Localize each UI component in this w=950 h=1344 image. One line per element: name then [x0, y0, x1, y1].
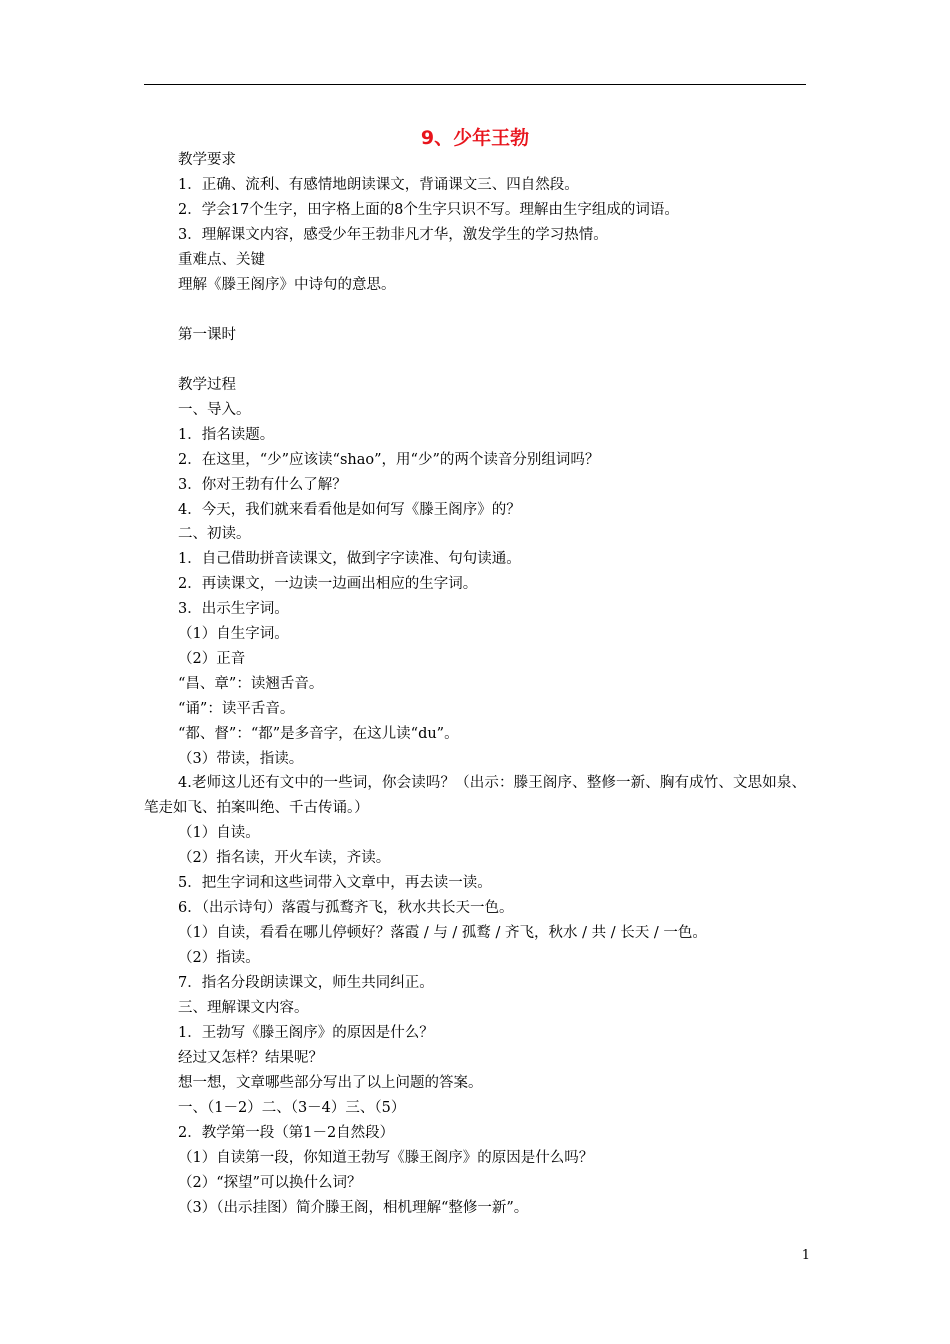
- process-line: 想一想，文章哪些部分写出了以上问题的答案。: [178, 1075, 483, 1091]
- process-line: （2）“探望”可以换什么词？: [178, 1175, 362, 1191]
- page-number: 1: [801, 1248, 810, 1263]
- key-points-heading: 重难点、关键: [178, 252, 265, 268]
- process-line: 3．你对王勃有什么了解？: [178, 477, 347, 493]
- process-line: 1．指名读题。: [178, 427, 275, 443]
- process-line: 二、初读。: [178, 526, 251, 542]
- process-line: 2．再读课文，一边读一边画出相应的生字词。: [178, 576, 478, 592]
- process-line: （2）指读。: [178, 950, 260, 966]
- process-line: 4．今天，我们就来看看他是如何写《滕王阁序》的？: [178, 502, 521, 518]
- document-title: 9、少年王勃: [420, 127, 530, 149]
- process-line: 3．出示生字词。: [178, 601, 289, 617]
- requirement-item: 2．学会17个生字，田字格上面的8个生字只识不写。理解由生字组成的词语。: [178, 202, 679, 218]
- process-line: 三、理解课文内容。: [178, 1000, 309, 1016]
- requirements-heading: 教学要求: [178, 152, 236, 168]
- process-line: （3）（出示挂图）简介滕王阁，相机理解“整修一新”。: [178, 1200, 529, 1216]
- lesson-heading: 第一课时: [178, 327, 236, 343]
- process-heading: 教学过程: [178, 377, 236, 393]
- requirement-item: 3．理解课文内容，感受少年王勃非凡才华，激发学生的学习热情。: [178, 227, 608, 243]
- process-line: 1．王勃写《滕王阁序》的原因是什么？: [178, 1025, 434, 1041]
- process-line: （3）带读，指读。: [178, 751, 304, 767]
- process-line: （1）自读第一段，你知道王勃写《滕王阁序》的原因是什么吗？: [178, 1150, 594, 1166]
- process-line: 5．把生字词和这些词带入文章中，再去读一读。: [178, 875, 492, 891]
- process-line: “昌、章”：读翘舌音。: [178, 676, 324, 692]
- words-paragraph: 4.老师这儿还有文中的一些词，你会读吗？（出示：滕王阁序、整修一新、胸有成竹、文思如泉、笔走如飞、拍案叫绝、千古传诵。）: [144, 775, 806, 816]
- process-line: 一、（1－2）二、（3－4）三、（5）: [178, 1100, 406, 1116]
- process-line: 1．自己借助拼音读课文，做到字字读准、句句读通。: [178, 551, 521, 567]
- requirement-item: 1．正确、流利、有感情地朗读课文，背诵课文三、四自然段。: [178, 177, 579, 193]
- process-line: 2．在这里，“少”应该读“shao”，用“少”的两个读音分别组词吗？: [178, 452, 600, 468]
- header-rule: [144, 84, 806, 85]
- process-line: （1）自读。: [178, 825, 260, 841]
- process-line: “诵”：读平舌音。: [178, 701, 295, 717]
- key-points-text: 理解《滕王阁序》中诗句的意思。: [178, 277, 396, 293]
- process-line: 7．指名分段朗读课文，师生共同纠正。: [178, 975, 434, 991]
- process-line: 经过又怎样？结果呢？: [178, 1050, 323, 1066]
- process-line: 一、导入。: [178, 402, 251, 418]
- process-line: 2．教学第一段（第1－2自然段）: [178, 1125, 395, 1141]
- process-line: （2）指名读，开火车读，齐读。: [178, 850, 391, 866]
- process-line: （2）正音: [178, 651, 246, 667]
- process-line: 6．（出示诗句）落霞与孤鹜齐飞，秋水共长天一色。: [178, 900, 514, 916]
- process-line: （1）自读，看看在哪儿停顿好？落霞 / 与 / 孤鹜 / 齐飞，秋水 / 共 / 长天 / 一色。: [178, 925, 707, 941]
- process-line: “都、督”：“都”是多音字，在这儿读“du”。: [178, 726, 459, 742]
- process-line: （1）自生字词。: [178, 626, 289, 642]
